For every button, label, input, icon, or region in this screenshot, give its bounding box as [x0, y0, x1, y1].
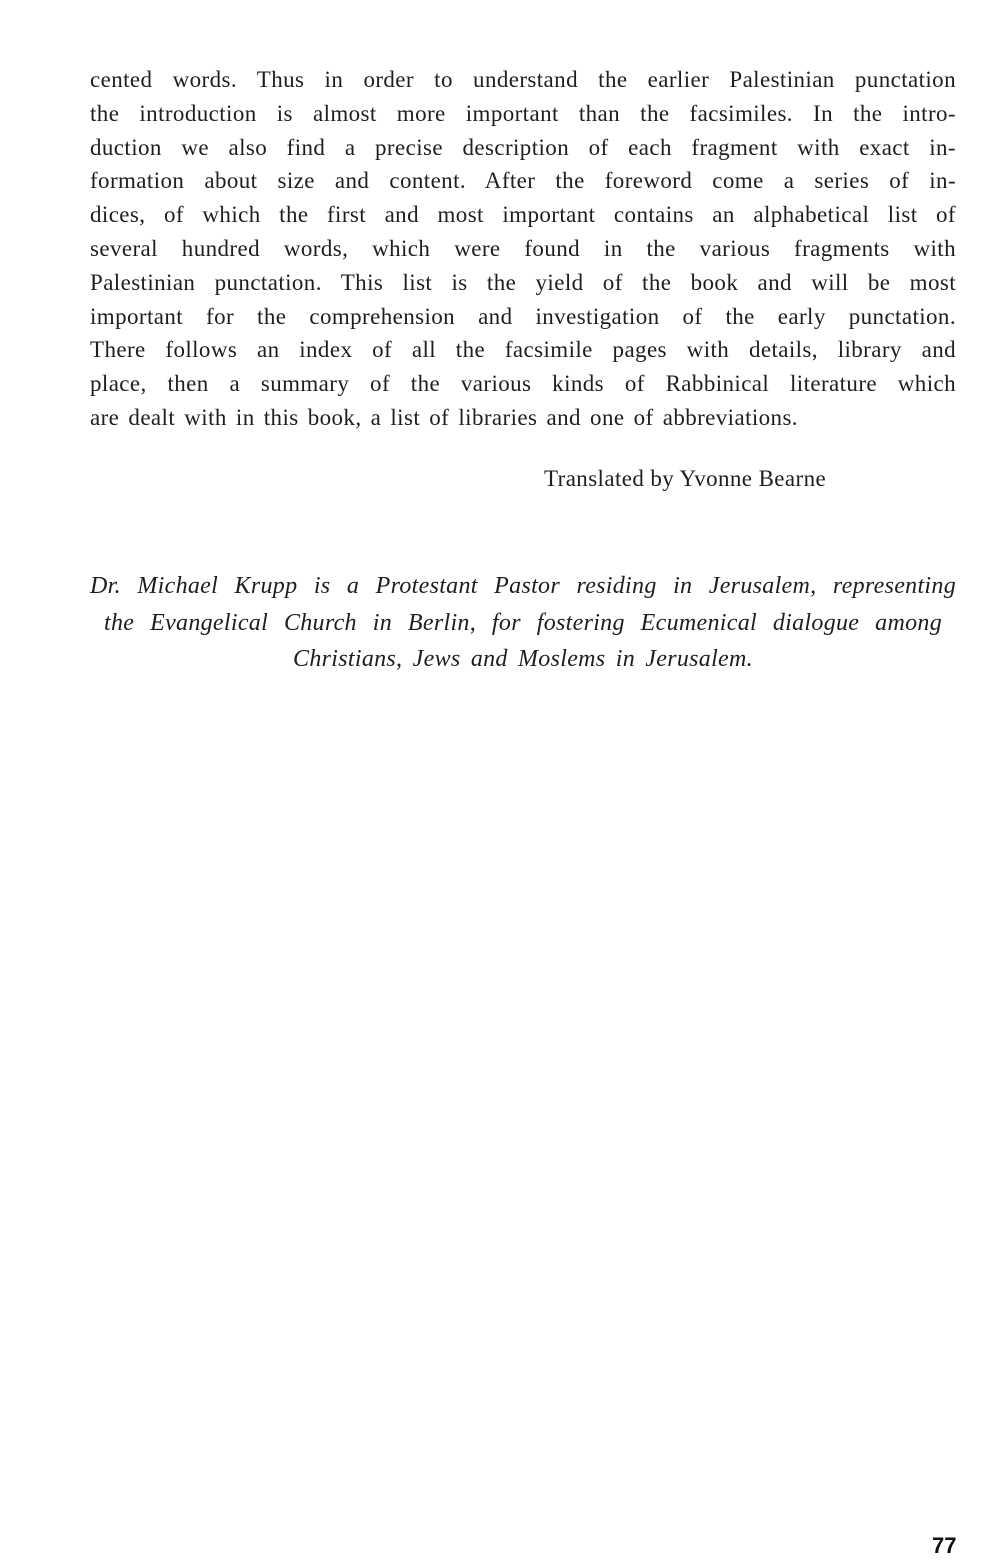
body-line: important for the comprehension and investigation of the early punctation. [90, 303, 956, 329]
body-line: several hundred words, which were found in the various fragments with [90, 235, 956, 261]
page-number: 77 [932, 1533, 957, 1558]
body-line: There follows an index of all the facsimile pages with details, library and [90, 337, 956, 363]
body-line: formation about size and content. After the foreword come a series of in- [90, 168, 956, 194]
author-bio-line: Dr. Michael Krupp is a Protestant Pastor residing in Jerusalem, representing [90, 573, 956, 599]
translator-credit: Translated by Yvonne Bearne [544, 466, 827, 491]
body-line: cented words. Thus in order to understand the earlier Palestinian punctation [90, 67, 956, 92]
body-paragraph [90, 63, 956, 435]
author-bio-line: the Evangelical Church in Berlin, for fostering Ecumenical dialogue among [104, 609, 942, 636]
body-line: dices, of which the first and most important contains an alphabetical list of [90, 202, 956, 228]
body-line: are dealt with in this book, a list of libraries and one of abbreviations. [90, 404, 798, 430]
body-line: duction we also find a precise description of each fragment with exact in- [90, 134, 956, 160]
author-bio-line: Christians, Jews and Moslems in Jerusalem. [293, 646, 753, 672]
body-line: place, then a summary of the various kinds of Rabbinical literature which [90, 371, 956, 397]
body-line: Palestinian punctation. This list is the yield of the book and will be most [90, 269, 956, 295]
author-bio [90, 568, 956, 678]
body-line: the introduction is almost more important than the facsimiles. In the intro- [90, 100, 956, 126]
